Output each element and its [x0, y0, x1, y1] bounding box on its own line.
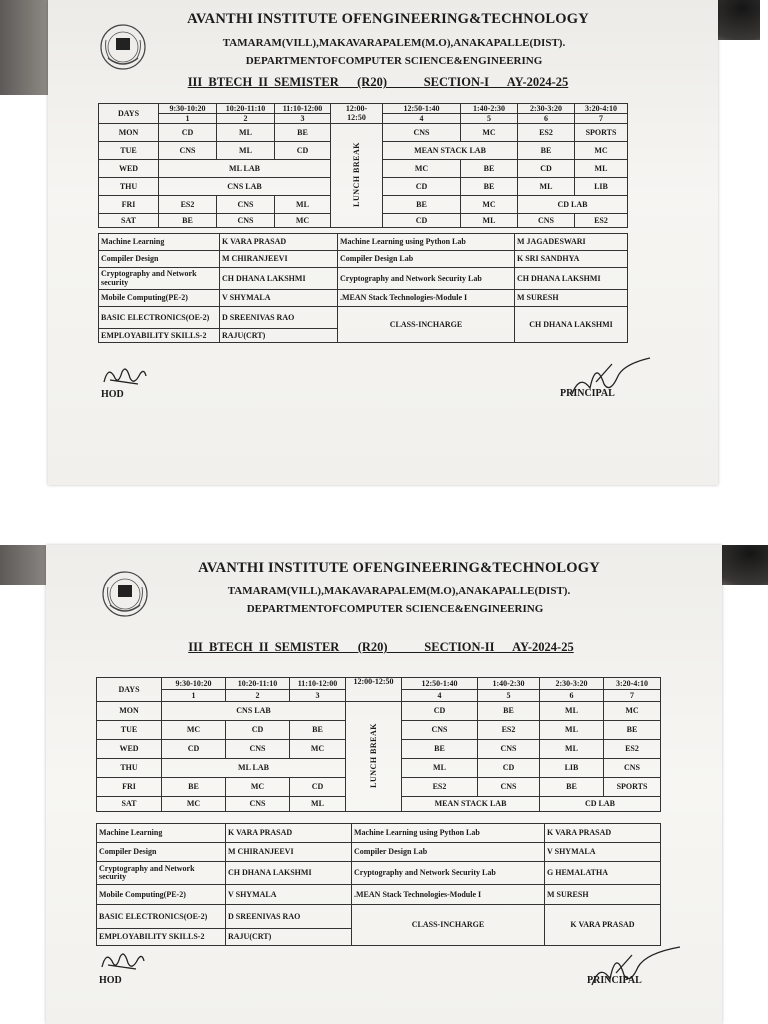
slot-header: 12:00-12:50	[346, 678, 402, 702]
class-incharge-label: CLASS-INCHARGE	[352, 905, 545, 946]
class-cell: MC	[604, 702, 661, 721]
class-cell: CNS	[402, 721, 478, 740]
teacher-name: M CHIRANJEEVI	[220, 251, 338, 268]
lab-name: .MEAN Stack Technologies-Module I	[338, 290, 515, 307]
class-cell: ES2	[575, 214, 628, 228]
class-cell: MC	[383, 160, 461, 178]
lab-name: Compiler Design Lab	[338, 251, 515, 268]
class-cell: LIB	[575, 178, 628, 196]
class-cell: ES2	[159, 196, 217, 214]
day-label: THU	[99, 178, 159, 196]
slot-header: 2:30-3:20	[518, 104, 575, 114]
class-cell: BE	[290, 721, 346, 740]
subject-name: BASIC ELECTRONICS(OE-2)	[97, 905, 226, 929]
slot-header: 3:20-4:10	[604, 678, 661, 690]
slot-header: 11:10-12:00	[290, 678, 346, 690]
faculty-row	[97, 824, 661, 843]
subject-name: Compiler Design	[99, 251, 220, 268]
section-title: III BTECH II SEMISTER (R20) SECTION-II AY-2024-25	[188, 640, 574, 654]
faculty-table	[98, 233, 628, 343]
section-title: III BTECH II SEMISTER (R20) SECTION-I AY-2024-25	[187, 75, 569, 89]
class-cell: CD	[478, 759, 540, 778]
period-number: 3	[290, 690, 346, 702]
period-number: 2	[226, 690, 290, 702]
period-number: 7	[604, 690, 661, 702]
lab-cell: CNS LAB	[159, 178, 331, 196]
faculty-row	[97, 885, 661, 905]
class-cell: LIB	[540, 759, 604, 778]
class-cell: ML	[290, 797, 346, 812]
class-cell: MC	[226, 778, 290, 797]
teacher-name: D SREENIVAS RAO	[220, 307, 338, 329]
class-cell: BE	[402, 740, 478, 759]
class-cell: ML	[461, 214, 518, 228]
class-cell: ML	[217, 124, 275, 142]
teacher-name: D SREENIVAS RAO	[226, 905, 352, 929]
lab-teacher-name: G HEMALATHA	[545, 862, 661, 885]
slot-header: 12:00- 12:50	[331, 104, 383, 124]
institute-name: AVANTHI INSTITUTE OFENGINEERING&TECHNOLOGY	[187, 11, 589, 27]
faculty-row	[99, 290, 628, 307]
period-number: 2	[217, 114, 275, 124]
lab-teacher-name: K VARA PRASAD	[545, 824, 661, 843]
class-cell: ML	[540, 702, 604, 721]
class-incharge-name: CH DHANA LAKSHMI	[515, 307, 628, 343]
class-cell: MC	[162, 721, 226, 740]
lab-name: .MEAN Stack Technologies-Module I	[352, 885, 545, 905]
days-header: DAYS	[97, 678, 162, 702]
subject-name: Cryptography and Network security	[97, 862, 226, 885]
faculty-row	[99, 307, 628, 329]
teacher-name: RAJU(CRT)	[226, 929, 352, 946]
timetable-grid	[98, 103, 628, 228]
period-number: 6	[540, 690, 604, 702]
period-number: 5	[478, 690, 540, 702]
day-label: WED	[99, 160, 159, 178]
class-cell: BE	[518, 142, 575, 160]
principal-label: PRINCIPAL	[587, 975, 642, 986]
class-cell: CD	[290, 778, 346, 797]
lunch-break-label: LUNCH BREAK	[368, 723, 378, 788]
class-cell: ES2	[604, 740, 661, 759]
period-number: 4	[383, 114, 461, 124]
period-number: 1	[159, 114, 217, 124]
subject-name: Mobile Computing(PE-2)	[97, 885, 226, 905]
slot-header: 1:40-2:30	[478, 678, 540, 690]
day-label: FRI	[97, 778, 162, 797]
lab-name: Cryptography and Network Security Lab	[338, 268, 515, 290]
class-cell: SPORTS	[575, 124, 628, 142]
class-cell: ML	[518, 178, 575, 196]
class-cell: MC	[461, 124, 518, 142]
subject-name: Machine Learning	[99, 234, 220, 251]
slot-header: 9:30-10:20	[159, 104, 217, 114]
slot-header: 10:20-11:10	[226, 678, 290, 690]
class-cell: CD	[518, 160, 575, 178]
class-cell: MC	[290, 740, 346, 759]
class-cell: ES2	[518, 124, 575, 142]
hod-label: HOD	[101, 389, 124, 400]
class-cell: BE	[604, 721, 661, 740]
class-cell: CNS	[217, 214, 275, 228]
lab-teacher-name: CH DHANA LAKSHMI	[515, 268, 628, 290]
slot-header: 2:30-3:20	[540, 678, 604, 690]
class-cell: BE	[461, 160, 518, 178]
teacher-name: RAJU(CRT)	[220, 329, 338, 343]
timetable-sheet-section-2	[46, 545, 722, 1024]
teacher-name: K VARA PRASAD	[220, 234, 338, 251]
lunch-break	[346, 702, 402, 812]
lab-cell: MEAN STACK LAB	[402, 797, 540, 812]
period-number: 3	[275, 114, 331, 124]
period-number: 5	[461, 114, 518, 124]
subject-name: Compiler Design	[97, 843, 226, 862]
class-cell: ML	[217, 142, 275, 160]
class-cell: MC	[275, 214, 331, 228]
class-cell: ES2	[478, 721, 540, 740]
hod-signature	[100, 362, 150, 390]
class-cell: SPORTS	[604, 778, 661, 797]
subject-name: Machine Learning	[97, 824, 226, 843]
period-number: 6	[518, 114, 575, 124]
subject-name: Cryptography and Network security	[99, 268, 220, 290]
class-cell: ES2	[402, 778, 478, 797]
faculty-row	[99, 251, 628, 268]
teacher-name: V SHYMALA	[220, 290, 338, 307]
teacher-name: CH DHANA LAKSHMI	[226, 862, 352, 885]
lab-cell: ML LAB	[159, 160, 331, 178]
lab-cell: MEAN STACK LAB	[383, 142, 518, 160]
class-cell: BE	[162, 778, 226, 797]
period-number: 4	[402, 690, 478, 702]
class-cell: BE	[159, 214, 217, 228]
subject-name: BASIC ELECTRONICS(OE-2)	[99, 307, 220, 329]
slot-header: 12:50-1:40	[402, 678, 478, 690]
institute-address: TAMARAM(VILL),MAKAVARAPALEM(M.O),ANAKAPALLE(DIST).	[227, 585, 571, 597]
class-incharge-label: CLASS-INCHARGE	[338, 307, 515, 343]
subject-name: EMPLOYABILITY SKILLS-2	[99, 329, 220, 343]
faculty-row	[99, 268, 628, 290]
slot-header: 1:40-2:30	[461, 104, 518, 114]
day-label: SAT	[99, 214, 159, 228]
class-cell: CNS	[518, 214, 575, 228]
slot-header: 10:20-11:10	[217, 104, 275, 114]
class-cell: ML	[575, 160, 628, 178]
slot-header: 11:10-12:00	[275, 104, 331, 114]
class-cell: CNS	[159, 142, 217, 160]
class-cell: CD	[383, 178, 461, 196]
subject-name: EMPLOYABILITY SKILLS-2	[97, 929, 226, 946]
day-label: TUE	[97, 721, 162, 740]
lab-teacher-name: M SURESH	[515, 290, 628, 307]
lab-name: Machine Learning using Python Lab	[338, 234, 515, 251]
teacher-name: K VARA PRASAD	[226, 824, 352, 843]
class-cell: ML	[275, 196, 331, 214]
class-cell: CD	[226, 721, 290, 740]
day-label: MON	[97, 702, 162, 721]
lab-teacher-name: K SRI SANDHYA	[515, 251, 628, 268]
class-cell: CNS	[226, 740, 290, 759]
day-label: WED	[97, 740, 162, 759]
day-label: TUE	[99, 142, 159, 160]
timetable-grid	[96, 677, 661, 812]
teacher-name: CH DHANA LAKSHMI	[220, 268, 338, 290]
class-cell: CD	[402, 702, 478, 721]
class-cell: ML	[402, 759, 478, 778]
class-cell: CNS	[478, 740, 540, 759]
day-label: THU	[97, 759, 162, 778]
class-incharge-name: K VARA PRASAD	[545, 905, 661, 946]
lab-cell: CD LAB	[518, 196, 628, 214]
class-cell: ML	[540, 740, 604, 759]
principal-label: PRINCIPAL	[560, 388, 615, 399]
department-name: DEPARTMENTOFCOMPUTER SCIENCE&ENGINEERING	[246, 603, 544, 615]
teacher-name: V SHYMALA	[226, 885, 352, 905]
period-number: 7	[575, 114, 628, 124]
class-cell: MC	[162, 797, 226, 812]
lunch-break	[331, 124, 383, 228]
lab-cell: CD LAB	[540, 797, 661, 812]
class-cell: ML	[540, 721, 604, 740]
timetable-row-mon	[97, 702, 661, 721]
slot-header: 9:30-10:20	[162, 678, 226, 690]
lab-name: Compiler Design Lab	[352, 843, 545, 862]
timetable-sheet-section-1	[48, 0, 718, 485]
class-cell: BE	[461, 178, 518, 196]
day-label: FRI	[99, 196, 159, 214]
days-header: DAYS	[99, 104, 159, 124]
class-cell: MC	[461, 196, 518, 214]
desk-edge-left-2	[0, 545, 50, 585]
slot-header: 3:20-4:10	[575, 104, 628, 114]
faculty-row	[99, 234, 628, 251]
class-cell: CD	[275, 142, 331, 160]
teacher-name: M CHIRANJEEVI	[226, 843, 352, 862]
lunch-break-label: LUNCH BREAK	[351, 142, 361, 207]
slot-header: 12:50-1:40	[383, 104, 461, 114]
class-cell: CNS	[604, 759, 661, 778]
lab-teacher-name: V SHYMALA	[545, 843, 661, 862]
desk-edge-left	[0, 0, 48, 95]
hod-label: HOD	[99, 975, 122, 986]
lab-teacher-name: M JAGADESWARI	[515, 234, 628, 251]
class-cell: CNS	[383, 124, 461, 142]
class-cell: CNS	[217, 196, 275, 214]
lab-cell: CNS LAB	[162, 702, 346, 721]
class-cell: MC	[575, 142, 628, 160]
faculty-table	[96, 823, 661, 946]
class-cell: CNS	[226, 797, 290, 812]
subject-name: Mobile Computing(PE-2)	[99, 290, 220, 307]
class-cell: BE	[383, 196, 461, 214]
institute-name: AVANTHI INSTITUTE OFENGINEERING&TECHNOLOGY	[198, 560, 600, 576]
class-cell: CNS	[478, 778, 540, 797]
day-label: MON	[99, 124, 159, 142]
lab-cell: ML LAB	[162, 759, 346, 778]
class-cell: CD	[162, 740, 226, 759]
faculty-row	[97, 905, 661, 929]
faculty-row	[97, 862, 661, 885]
class-cell: BE	[478, 702, 540, 721]
faculty-row	[97, 843, 661, 862]
class-cell: CD	[159, 124, 217, 142]
class-cell: BE	[540, 778, 604, 797]
period-number: 1	[162, 690, 226, 702]
class-cell: BE	[275, 124, 331, 142]
hod-signature	[98, 947, 148, 975]
department-name: DEPARTMENTOFCOMPUTER SCIENCE&ENGINEERING	[245, 55, 543, 67]
lab-name: Machine Learning using Python Lab	[352, 824, 545, 843]
institute-address: TAMARAM(VILL),MAKAVARAPALEM(M.O),ANAKAPALLE(DIST).	[222, 37, 566, 49]
lab-name: Cryptography and Network Security Lab	[352, 862, 545, 885]
lab-teacher-name: M SURESH	[545, 885, 661, 905]
day-label: SAT	[97, 797, 162, 812]
class-cell: CD	[383, 214, 461, 228]
timetable-row-mon	[99, 124, 628, 142]
